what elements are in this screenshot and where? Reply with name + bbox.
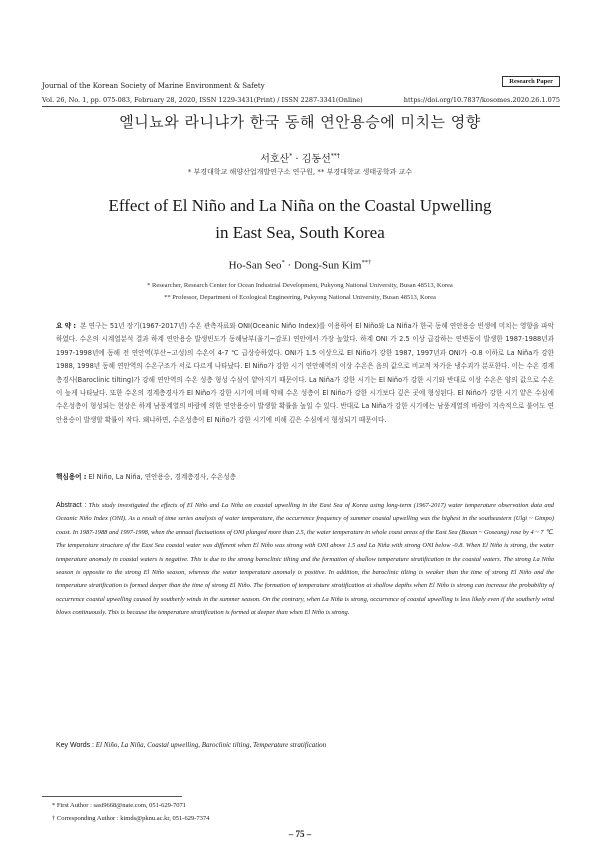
english-author-1-mark: * (281, 259, 285, 266)
english-affiliation-2: ** Professor, Department of Ecological Engineering, Pukyong National University, Busan 48513, Korea (164, 294, 436, 301)
korean-authors (0, 150, 600, 165)
english-authors (0, 259, 600, 272)
author-separator: · (292, 154, 302, 165)
korean-author-1: 서호산 (260, 154, 290, 165)
english-affiliations (40, 280, 560, 304)
english-abstract (56, 499, 554, 620)
page-number: – 75 – (288, 829, 312, 839)
korean-keywords-label: 핵심용어 : (56, 473, 87, 481)
korean-affiliation: * 부경대학교 해양산업개발연구소 연구원, ** 부경대학교 생태공학과 교수 (187, 168, 413, 176)
journal-name: Journal of the Korean Society of Marine Environment & Safety (42, 82, 265, 90)
korean-author-2-mark: **† (330, 152, 340, 160)
korean-keywords (56, 471, 554, 481)
english-author-2: Dong-Sun Kim (293, 259, 362, 272)
korean-keywords-text: El Niño, La Niña, 연안용승, 경계층경사, 수온성층 (88, 473, 236, 481)
corresponding-author-footnote: † Corresponding Author : kimds@pknu.ac.kr, 051-629-7374 (52, 815, 210, 822)
korean-title: 엘니뇨와 라니냐가 한국 동해 연안용승에 미치는 영향 (119, 113, 481, 131)
english-keywords-text: El Niño, La Niña, Coastal upwelling, Baroclinic tilting, Temperature stratification (95, 741, 327, 749)
english-keywords-label: Key Words : (56, 742, 94, 749)
first-author-footnote: * First Author : sasi9668@nate.com, 051-629-7071 (52, 802, 186, 809)
doi-link[interactable]: https://doi.org/10.7837/kosomes.2020.26.1.075 (403, 96, 560, 104)
header-divider (42, 106, 560, 107)
korean-abstract-label: 요 약 : (56, 322, 77, 330)
volume-issn-line: Vol. 26, No. 1, pp. 075-083, February 28, 2020, ISSN 1229-3431(Print) / ISSN 2287-3341(Online) (42, 96, 363, 104)
english-title (0, 192, 600, 246)
english-title-line-2: in East Sea, South Korea (215, 223, 385, 242)
footnote-divider (42, 796, 182, 797)
english-keywords (56, 741, 554, 749)
english-abstract-label: Abstract : (56, 502, 87, 509)
author-separator: · (284, 259, 294, 272)
article-type-badge: Research Paper (502, 76, 560, 87)
english-author-1: Ho-San Seo (228, 259, 282, 272)
english-abstract-text: This study investigated the effects of El Niño and La Niña on coastal upwelling in the East Sea of Korea using long-term (1967-2017) water temperature observation data and Oceanic Niño Index (ONI). As a result of time series analysis of water temperature, the occurrence frequency of summer coastal upwelling was the highest in the southeastern (Ulgi ~ Gimpo) coast. In 1987-1988 and 1997-1998, when the annual fluctuations of ONI plunged more than 2.5, the water temperature in whole coast areas of the East Sea (Busan ~ Goseung) rose by 4 ~ 7 ℃. The temperature structure of the East Sea coastal water was different when El Niño was strong with ONI above 1.5 and La Niña with strong ONI below -0.8. When El Niño is strong, the water temperature anomaly in coastal waters is negative. This is due to the strong baroclinic tilting and the formation of shallow temperature stratification in the coastal waters. The strong La Niña season is opposite to the strong El Niño season, whereas the water temperature anomaly is positive. In addition, the baroclinic tilting is weaker than the time of strong El Niño and the temperature stratification is formed deeper than the time of strong El Niño. The formation of temperature stratification at shallow depths when El Niño is strong can increase the probability of occurrence coastal upwelling caused by southerly winds in the summer season. On the contrary, when La Niña is strong, occurrence of coastal upwelling is less likely even if the southerly wind blows continuously. This is because the temperature stratification is formed at deeper than when El Niño is strong. (56, 502, 554, 617)
korean-author-2: 김동선 (301, 154, 331, 165)
korean-abstract (56, 320, 554, 427)
english-title-line-1: Effect of El Niño and La Niña on the Coastal Upwelling (108, 196, 492, 215)
english-author-2-mark: **† (361, 259, 372, 266)
english-affiliation-1: * Researcher, Research Center for Ocean Industrial Development, Pukyong National University, Busan 48513, Korea (147, 282, 453, 289)
korean-author-1-mark: * (289, 152, 293, 160)
korean-abstract-text: 본 연구는 51년 장기(1967-2017년) 수온 관측자료와 ONI(Oceanic Niño Index)를 이용하여 El Niño와 La Niña가 한국 동해 연안용승 빈생에 미치는 영향을 파악하였다. 수온의 시계열분석 결과 하계 연안용승 발생빈도가 동해남부(울기~감포) 연안에서 가장 높았다. 하계 ONI 가 2.5 이상 급감하는 연변동이 발생한 1987-1988년과 1997-1998년에 동해 전 연안역(부산~고성)의 수온이 4-7 ℃ 급상승하였다. ONI가 1.5 이상으로 El Niño가 강한 1987, 1997년과 ONI가 -0.8 이하로 La Niña가 강한 1988, 1998년 동해 연안역의 수온구조가 서로 다르게 나타났다. El Niño가 강한 시기 연안해역의 이상 수온은 음의 값으로 비교적 차가운 냉수괴가 분포한다. 이는 수온 경계층경사(Baroclinic tilting)가 강해 연안역의 수온 성층 형성 수심이 얕아지기 때문이다. La Niña가 강한 시기는 El Niño가 강한 시기와 반대로 이상 수온은 양의 값으로 수온이 높게 나타났다. 또한 수온의 경계층경사가 El Niño가 강한 시기에 비해 약해 수온 성층이 El Niño가 강한 시기보다 깊은 곳에 형성된다. El Niño가 강한 시기 얕은 수심에 수온성층이 형성되는 현상은 하계 남풍계열의 바람에 의한 연안용승이 발생할 확률을 높일 수 있다. 반대로 La Niña가 강한 시기에는 남풍계열의 바람이 지속적으로 불어도 연안용승이 발생할 확률이 작다. 왜냐하면, 수온성층이 El Niño가 강한 시기에 비해 깊은 수심에서 형성되기 때문이다. (56, 322, 554, 424)
